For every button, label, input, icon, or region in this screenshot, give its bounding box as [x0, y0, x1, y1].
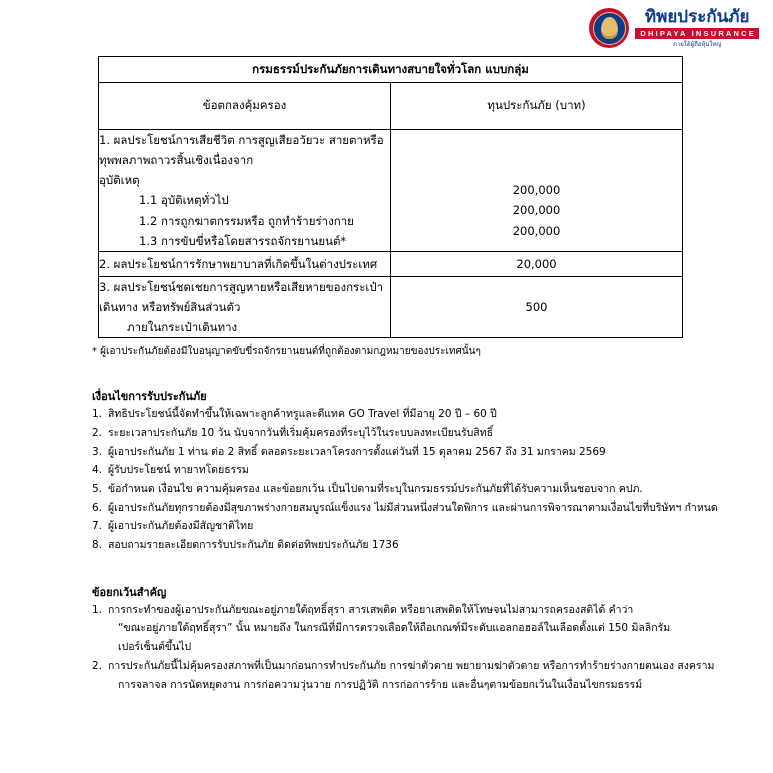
benefit-1-line2: อุบัติเหตุ [99, 173, 140, 188]
list-item [92, 424, 773, 443]
condition-8-text: สอบถามรายละเอียดการรับประกันภัย ติดต่อทิพยประกันภัย 1736 [108, 539, 399, 552]
crest-inner-disc [593, 12, 626, 45]
exclusion-1-line3: เปอร์เซ็นต์ขึ้นไป [118, 641, 192, 654]
benefit-1-1-amount: 200,000 [512, 183, 561, 198]
benefit-1-2-label: 1.2 การถูกฆาตกรรมหรือ ถูกทำร้ายร่างกาย [139, 213, 354, 228]
list-item [92, 517, 773, 536]
table-row [99, 130, 683, 252]
benefit-1-1-label: 1.1 อุบัติเหตุทั่วไป [139, 193, 229, 208]
exclusions-list [92, 601, 773, 694]
conditions-list [92, 405, 773, 555]
brand-tagline: ภายใต้ผู้ถือหุ้นใหญ่ [672, 40, 722, 48]
table-row [99, 276, 683, 337]
condition-3-number: 3. [92, 445, 103, 458]
condition-1-number: 1. [92, 408, 103, 421]
benefit-1-2-amount: 200,000 [512, 203, 561, 218]
exclusion-1-line2: “ขณะอยู่ภายใต้ฤทธิ์สุรา” นั้น หมายถึง ในกรณีที่มีการตรวจเลือดให้ถือเกณฑ์มีระดับแอลกอฮอล์ในเลือดตั้งแต่ 150 มิลลิกรัม [118, 622, 671, 635]
list-item [92, 405, 773, 424]
condition-6-text: ผู้เอาประกันภัยทุกรายต้องมีสุขภาพร่างกายสมบูรณ์แข็งแรง ไม่มีส่วนหนึ่งส่วนใดพิการ และผ่านการพิจารณาตามเงื่อนไขที่บริษัทฯ กำหนด [108, 501, 718, 514]
benefit-2-coverage: 2. ผลประโยชน์การรักษาพยาบาลที่เกิดขึ้นในต่างประเทศ [99, 251, 391, 276]
condition-5-number: 5. [92, 483, 103, 495]
table-header-row [99, 83, 683, 130]
exclusion-1-number: 1. [92, 603, 103, 616]
benefit-1-amounts [391, 130, 683, 252]
exclusion-1-line1: การกระทำของผู้เอาประกันภัยขณะอยู่ภายใต้ฤทธิ์สุรา สารเสพติด หรือยาเสพติดให้โทษจนไม่สามารถครองสติได้ คำว่า [108, 603, 634, 616]
conditions-section [0, 387, 773, 555]
condition-6-number: 6. [92, 501, 103, 514]
exclusion-1-text [108, 601, 773, 657]
exclusion-2-number: 2. [92, 659, 103, 672]
conditions-heading: เงื่อนไขการรับประกันภัย [92, 390, 207, 404]
benefit-3-line1: 3. ผลประโยชน์ชดเชยการสูญหายหรือเสียหายของกระเป๋าเดินทาง หรือทรัพย์สินส่วนตัว [99, 279, 384, 314]
benefit-1-coverage [99, 130, 391, 252]
exclusion-2-line1: การประกันภัยนี้ไม่คุ้มครองสภาพที่เป็นมาก่อนการทำประกันภัย การฆ่าตัวตาย พยายามฆ่าตัวตาย หรือการทำร้ายร่างกายตนเอง สงคราม [108, 659, 715, 672]
brand-logo [589, 8, 759, 48]
benefit-2-amount: 20,000 [391, 251, 683, 276]
document-header [0, 0, 773, 56]
list-item [92, 461, 773, 480]
table-footnote: * ผู้เอาประกันภัยต้องมีใบอนุญาตขับขี่รถจักรยานยนต์ที่ถูกต้องตามกฎหมายของประเทศนั้นๆ [92, 346, 481, 358]
benefit-3-line2: ภายในกระเป๋าเดินทาง [127, 320, 238, 335]
condition-5-text: ข้อกำหนด เงื่อนไข ความคุ้มครอง และข้อยกเว้น เป็นไปตามที่ระบุในกรมธรรม์ประกันภัยที่ได้รับความเห็นชอบจาก คปภ. [108, 483, 643, 495]
brand-name-thai: ทิพยประกันภัย [644, 7, 750, 27]
column-header-coverage: ข้อตกลงคุ้มครอง [99, 83, 391, 130]
list-item [92, 480, 773, 499]
list-item [92, 499, 773, 518]
column-header-sum-insured: ทุนประกันภัย (บาท) [391, 83, 683, 130]
exclusion-2-line2: การจลาจล การนัดหยุดงาน การก่อความวุ่นวาย การปฏิวัติ การก่อการร้าย และอื่นๆตามข้อยกเว้นในเงื่อนไขกรมธรรม์ [118, 678, 643, 691]
condition-7-number: 7. [92, 520, 103, 533]
benefit-1-3-label: 1.3 การขับขี่หรือโดยสารรถจักรยานยนต์* [139, 233, 347, 248]
benefit-table-container [0, 56, 773, 338]
condition-1-text: สิทธิประโยชน์นี้จัดทำขึ้นให้เฉพาะลูกค้าทรูและดีแทค GO Travel ที่มีอายุ 20 ปี – 60 ปี [108, 408, 497, 421]
exclusions-section [0, 583, 773, 694]
condition-7-text: ผู้เอาประกันภัยต้องมีสัญชาติไทย [108, 520, 254, 533]
list-item [92, 536, 773, 555]
benefit-table [98, 56, 683, 338]
brand-text-block [635, 8, 759, 48]
crest-figure [601, 17, 618, 39]
condition-4-text: ผู้รับประโยชน์ ทายาทโดยธรรม [108, 464, 249, 477]
condition-2-number: 2. [92, 426, 103, 439]
benefit-3-amount: 500 [391, 276, 683, 337]
benefit-3-coverage [99, 276, 391, 337]
condition-4-number: 4. [92, 464, 103, 477]
exclusions-heading: ข้อยกเว้นสำคัญ [92, 585, 167, 599]
benefit-1-line1: 1. ผลประโยชน์การเสียชีวิต การสูญเสียอวัยวะ สายตาหรือทุพพลภาพถาวรสิ้นเชิงเนื่องจาก [99, 133, 384, 168]
exclusion-2-text [108, 657, 773, 694]
condition-2-text: ระยะเวลาประกันภัย 10 วัน นับจากวันที่เริ่มคุ้มครองที่ระบุไว้ในระบบลงทะเบียนรับสิทธิ์ [108, 426, 494, 439]
list-item [92, 601, 773, 657]
table-title: กรมธรรม์ประกันภัยการเดินทางสบายใจทั่วโลก แบบกลุ่ม [99, 57, 683, 83]
brand-name-english: DHIPAYA INSURANCE [635, 28, 759, 39]
list-item [92, 443, 773, 462]
condition-8-number: 8. [92, 539, 103, 552]
dhipaya-crest-icon [589, 8, 629, 48]
table-title-row [99, 57, 683, 83]
condition-3-text: ผู้เอาประกันภัย 1 ท่าน ต่อ 2 สิทธิ์ ตลอดระยะเวลาโครงการตั้งแต่วันที่ 15 ตุลาคม 2567 ถึง 31 มกราคม 2569 [108, 445, 606, 458]
table-row [99, 251, 683, 276]
benefit-1-3-amount: 200,000 [512, 223, 561, 238]
list-item [92, 657, 773, 694]
